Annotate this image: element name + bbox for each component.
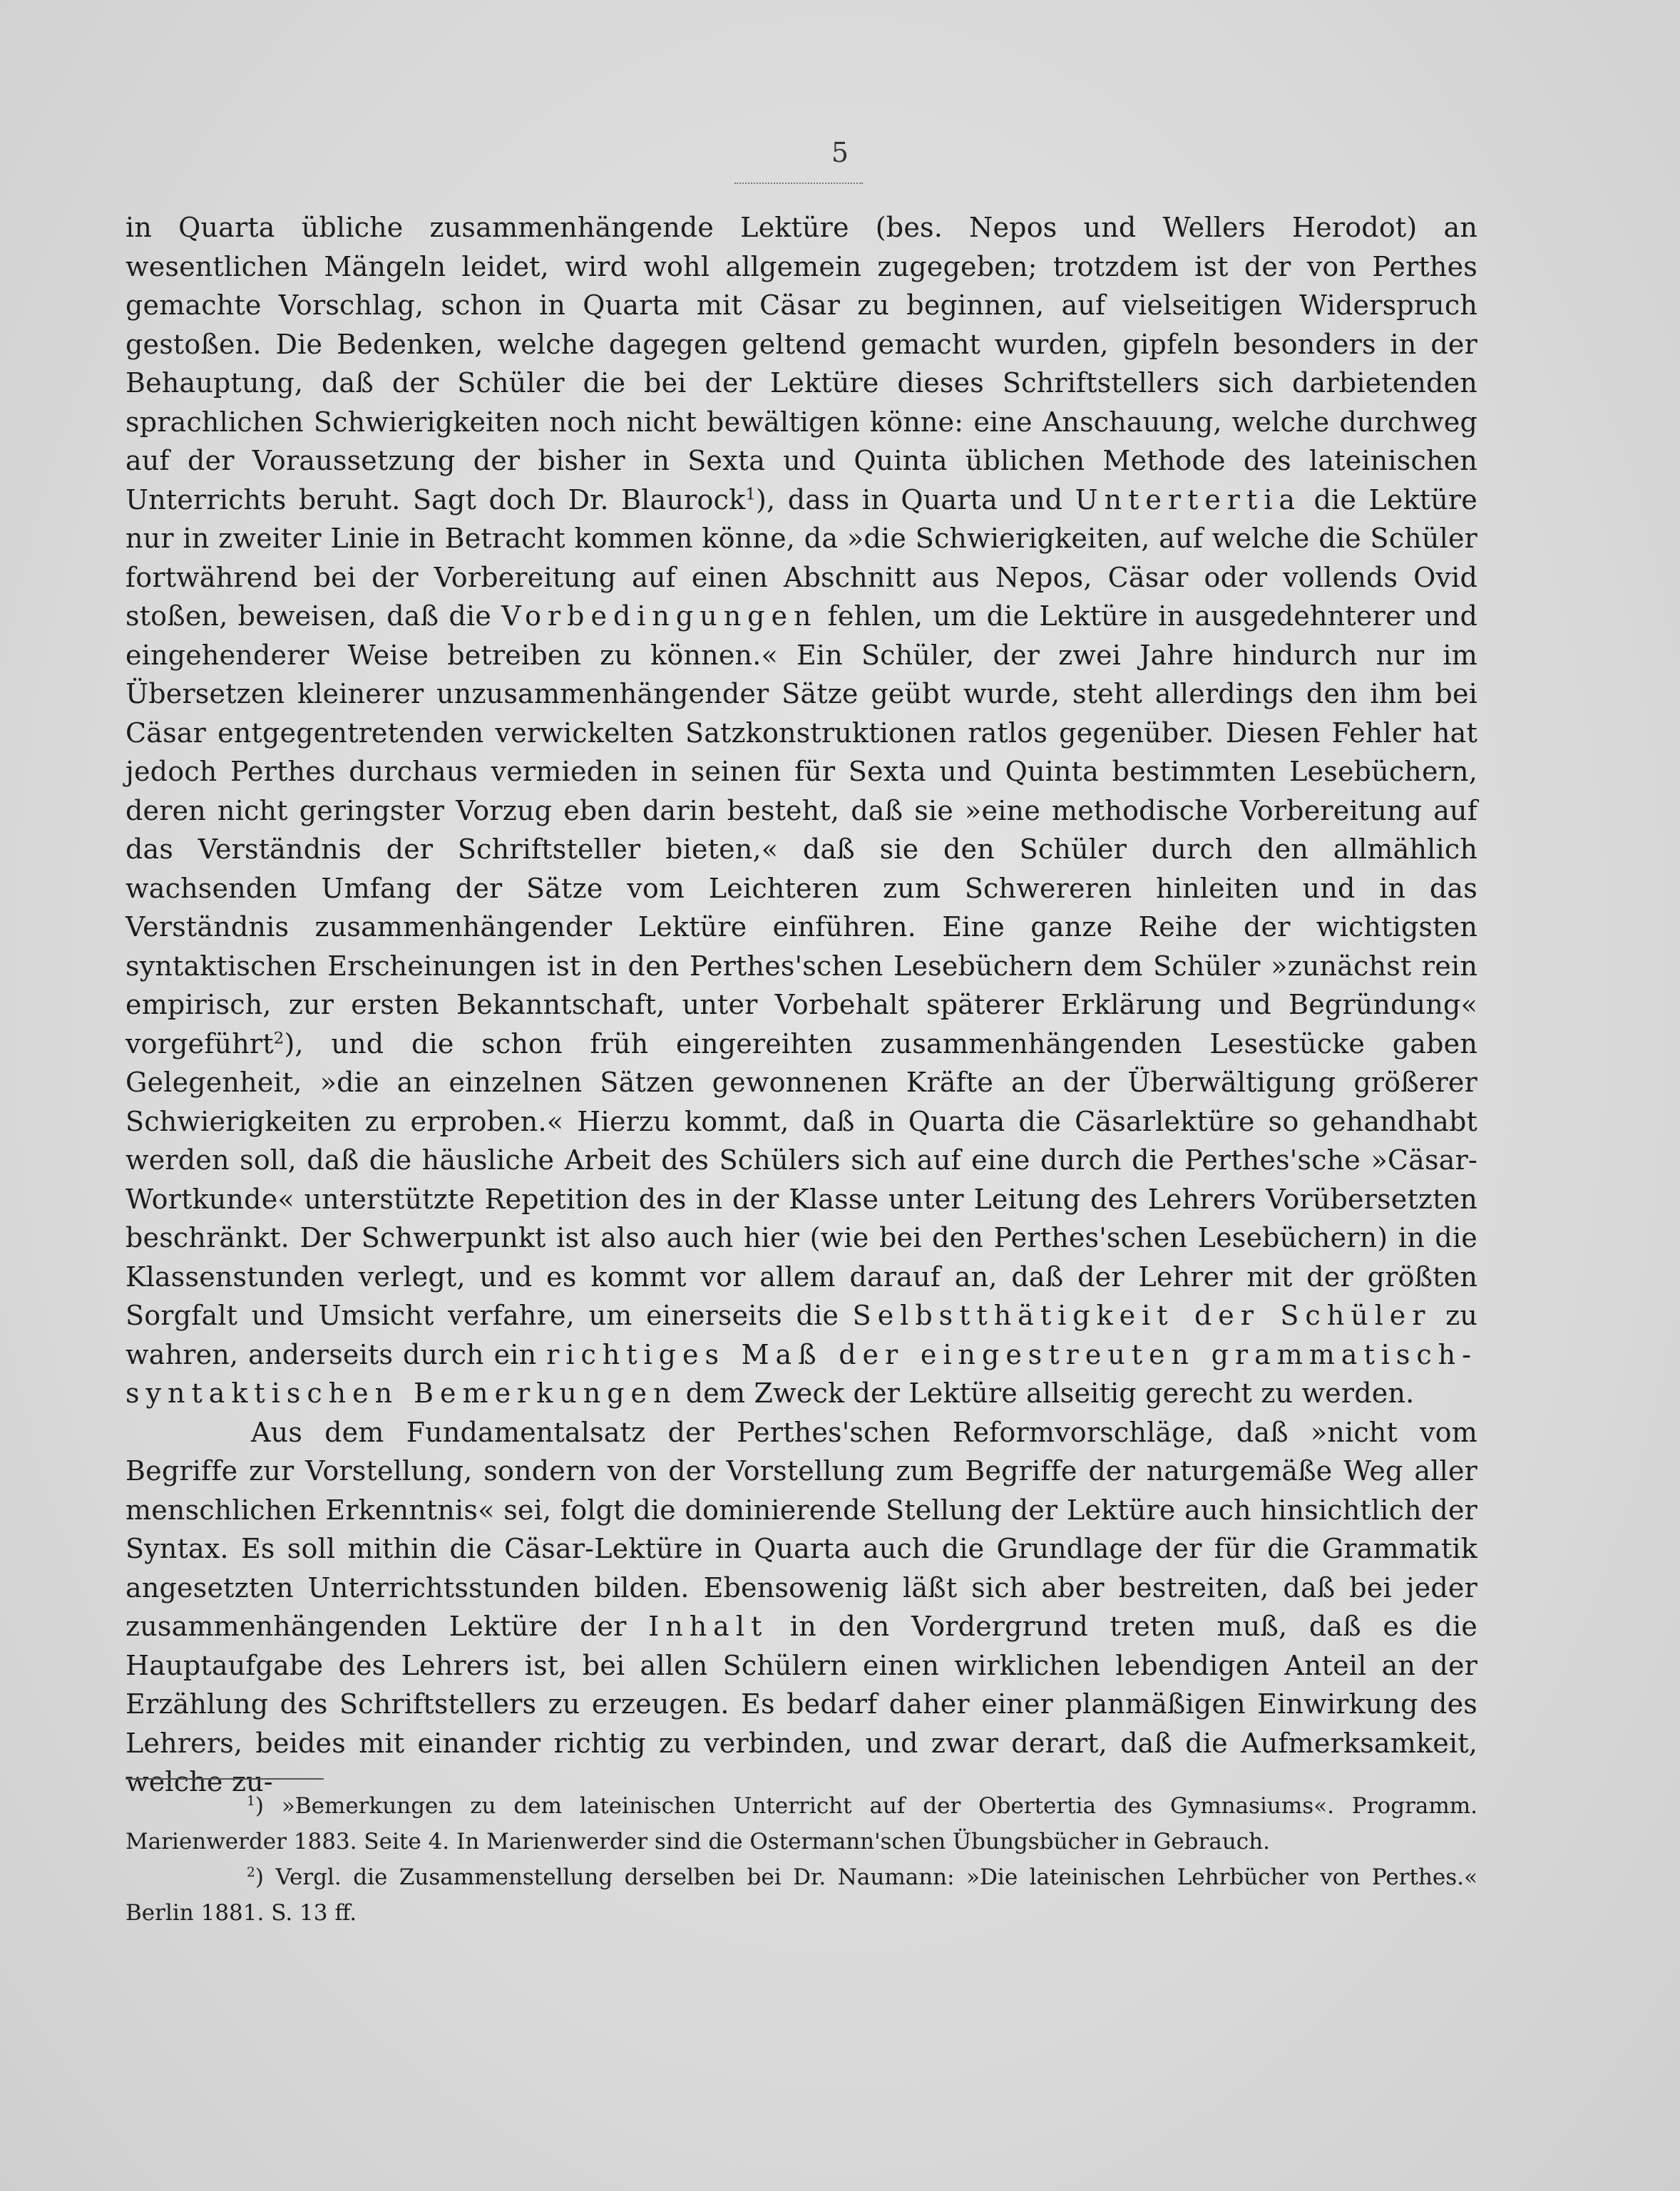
emphasized-text: Vorbedingungen <box>501 600 818 632</box>
text-run: in Quarta übliche zusammenhängende Lektüre (bes. Nepos und Wellers Herodot) an wesentlichen Mängeln leidet, wird wohl allgemein zugegeben; trotzdem ist der von Perthes gemachte Vorschlag, schon in Quarta mit Cäsar zu beginnen, auf vielseitigen Widerspruch gestoßen. Die Bedenken, welche dagegen geltend gemacht wurden, gipfeln besonders in der Behauptung, daß der Schüler die bei der Lektüre dieses Schriftstellers sich darbietenden sprachlichen Schwierigkeiten noch nicht bewältigen könne: eine Anschauung, welche durchweg auf der Voraussetzung der bisher in Sexta und Quinta üblichen Methode des lateinischen Unterrichts beruht. Sagt doch Dr. Blaurock <box>126 212 1477 515</box>
text-run: Aus dem Fundamentalsatz der Perthes'schen Reformvorschläge, daß »nicht vom Begriffe zur Vorstellung, sondern von der Vorstellung zum Begriffe der naturgemäße Weg aller menschlichen Erkenntnis« sei, folgt die dominierende Stellung der Lektüre auch hinsichtlich der Syntax. Es soll mithin die Cäsar-Lektüre in Quarta auch die Grundlage der für die Grammatik angesetzten Unterrichtsstunden bilden. Ebensowenig läßt sich aber bestreiten, daß bei jeder zusammenhängenden Lektüre der <box>126 1416 1477 1642</box>
text-run: dem Zweck der Lektüre allseitig gerecht zu werden. <box>677 1377 1415 1409</box>
text-run: zu wahren, anderseits durch ein <box>126 1300 1477 1370</box>
footnote-reference: 1 <box>745 484 757 503</box>
footnote-reference: 2 <box>273 1028 285 1047</box>
text-run: ), und die schon früh eingereihten zusammenhängenden Lesestücke gaben Gelegenheit, »die an einzelnen Sätzen gewonnenen Kräfte an der Überwältigung größerer Schwierigkeiten zu erproben.« Hierzu kommt, daß in Quarta die Cäsarlektüre so gehandhabt werden soll, daß die häusliche Arbeit des Schülers sich auf eine durch die Perthes'sche »Cäsar-Wortkunde« unterstützte Repetition des in der Klasse unter Leitung des Lehrers Vorübersetzten beschränkt. Der Schwerpunkt ist also auch hier (wie bei den Perthes'schen Lesebüchern) in die Klassenstunden verlegt, und es kommt vor allem darauf an, daß der Lehrer mit der größten Sorgfalt und Umsicht verfahre, um einerseits die <box>126 1027 1477 1331</box>
page-number-ornament <box>734 178 863 184</box>
emphasized-text: Untertertia <box>1075 483 1302 515</box>
paragraph <box>126 1413 1477 1802</box>
emphasized-text: richtiges Maß der eingestreuten grammatisch-syntaktischen Bemerkungen <box>126 1338 1477 1409</box>
footnote-divider <box>126 1778 324 1780</box>
emphasized-text: Selbstthätigkeit der Schüler <box>852 1300 1432 1331</box>
paragraph <box>126 208 1477 1413</box>
footnote-marker: 2 <box>247 1864 255 1880</box>
footnote-text: ) »Bemerkungen zu dem lateinischen Unterricht auf der Obertertia des Gymnasiums«. Programm. Marienwerder 1883. Seite 4. In Marienwerder sind die Ostermann'schen Übungsbücher in Gebrauch. <box>126 1793 1477 1854</box>
text-run: ), dass in Quarta und <box>756 483 1075 515</box>
footnote-text: ) Vergl. die Zusammenstellung derselben bei Dr. Naumann: »Die lateinischen Lehrbücher von Perthes.« Berlin 1881. S. 13 ff. <box>126 1864 1477 1926</box>
text-run: die Lektüre nur in zweiter Linie in Betracht kommen könne, da »die Schwierigkeiten, auf welche die Schüler fortwährend bei der Vorbereitung auf einen Abschnitt aus Nepos, Cäsar oder vollends Ovid stoßen, beweisen, daß die <box>126 483 1477 632</box>
text-run: fehlen, um die Lektüre in ausgedehnterer und eingehenderer Weise betreiben zu können.« Ein Schüler, der zwei Jahre hindurch nur im Übersetzen kleinerer unzusammenhängender Sätze geübt wurde, steht allerdings den ihm bei Cäsar entgegentretenden verwickelten Satzkonstruktionen ratlos gegenüber. Diesen Fehler hat jedoch Perthes durchaus vermieden in seinen für Sexta und Quinta bestimmten Lesebüchern, deren nicht geringster Vorzug eben darin besteht, daß sie »eine methodische Vorbereitung auf das Verständnis der Schriftsteller bieten,« daß sie den Schüler durch den allmählich wachsenden Umfang der Sätze vom Leichteren zum Schwereren hinleiten und in das Verständnis zusammenhängender Lektüre einführen. Eine ganze Reihe der wichtigsten syntaktischen Erscheinungen ist in den Perthes'schen Lesebüchern dem Schüler »zunächst rein empirisch, zur ersten Bekanntschaft, unter Vorbehalt späterer Erklärung und Begründung« vorgeführt <box>126 600 1477 1059</box>
page-number: 5 <box>831 137 849 168</box>
footnotes <box>126 1788 1477 1931</box>
emphasized-text: Inhalt <box>648 1611 769 1642</box>
footnote <box>126 1859 1477 1931</box>
footnote-marker: 1 <box>247 1793 255 1809</box>
text-run: in den Vordergrund treten muß, daß es die Hauptaufgabe des Lehrers ist, bei allen Schülern einen wirklichen lebendigen Anteil an der Erzählung des Schriftstellers zu erzeugen. Es bedarf daher einer planmäßigen Einwirkung des Lehrers, beides mit einander richtig zu verbinden, und zwar derart, daß die Aufmerksamkeit, welche zu- <box>126 1611 1477 1797</box>
footnote <box>126 1788 1477 1859</box>
body-text <box>126 208 1477 1802</box>
